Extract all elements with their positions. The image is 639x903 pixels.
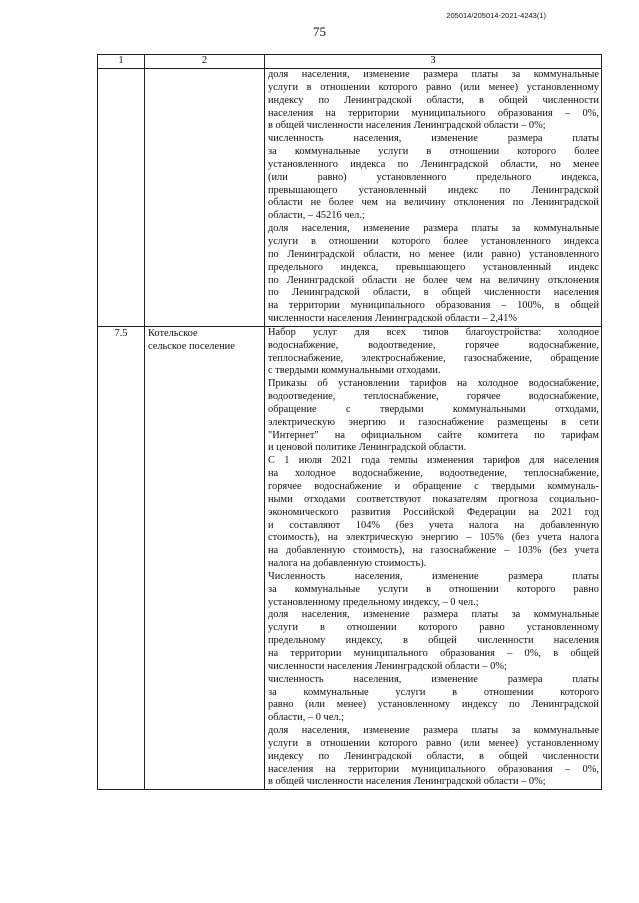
text-line: водоснабжение, водоотведение, горячее водоснабжение, — [268, 339, 599, 351]
text-line: по Ленинградской области не более чем на величину отклонения — [268, 274, 599, 286]
text-line: на территории муниципального образования – 100%, в общей — [268, 300, 599, 312]
text-line: налога на добавленную стоимость). — [268, 558, 427, 570]
text-line: горячее водоснабжение и обращение с твердыми коммуналь- — [268, 481, 599, 492]
text-line: доля населения, изменение размера платы за коммунальные — [268, 69, 599, 80]
row-number — [98, 69, 145, 327]
text-line: в общей численности населения Ленинградской области – 0%; — [268, 776, 546, 788]
text-line: услуги в отношении которого равно установленному — [268, 622, 599, 634]
text-line: индексу по Ленинградской области, в общей численности — [268, 750, 599, 762]
text-line: в общей численности населения Ленинградской области – 0%; — [268, 120, 546, 132]
text-line: стоимость), на электрическую энергию – 105% (без учета налога — [268, 532, 599, 544]
text-line: (или равно) установленного предельного индекса, — [268, 171, 599, 183]
text-line: Набор услуг для всех типов благоустройства: холодное — [268, 326, 599, 338]
text-line: С 1 июля 2021 года темпы изменения тарифов для населения — [268, 455, 599, 467]
text-line: области, – 0 чел.; — [268, 712, 345, 724]
table-row — [98, 326, 602, 789]
text-line: доля населения, изменение размера платы за коммунальные — [268, 609, 599, 621]
text-line: Приказы об установлении тарифов на холодное водоснабжение, — [268, 378, 599, 390]
table-header-row — [98, 55, 602, 69]
text-line: области, – 45216 чел.; — [268, 210, 365, 222]
column-header-3: 3 — [265, 55, 602, 69]
text-line: Котельское — [148, 327, 198, 339]
text-line: с твердыми коммунальными отходами. — [268, 365, 441, 377]
text-line: установленному предельному индексу, – 0 чел.; — [268, 596, 479, 608]
text-line: по Ленинградской области, но менее (или равно) установленного — [268, 248, 599, 260]
column-header-2: 2 — [145, 55, 265, 69]
settlement-name — [145, 326, 265, 789]
text-line: услуги в отношении которого более установленного индекса — [268, 235, 599, 247]
description-cell — [265, 326, 602, 789]
text-line: доля населения, изменение размера платы за коммунальные — [268, 725, 599, 737]
text-line: сельское поселение — [148, 340, 235, 352]
text-line: предельного индекса, превышающего установленный индекс — [268, 261, 599, 273]
column-header-1: 1 — [98, 55, 145, 69]
text-line: обращение с твердыми коммунальными отходами, — [268, 403, 599, 415]
text-line: области не более чем на величину отклонения по Ленинградской — [268, 197, 599, 209]
text-line: на территории муниципального образования – 0%, в общей — [268, 647, 599, 659]
text-line: электрическую энергию и газоснабжение размещены в сети — [268, 416, 599, 428]
text-line: водоотведение, теплоснабжение, горячее водоснабжение, — [268, 391, 599, 403]
text-line: численность населения, изменение размера платы — [268, 673, 599, 685]
document-id: 205014/205014-2021-4243(1) — [446, 11, 546, 20]
text-line: ными отходами соответствуют показателям прогноза социально- — [268, 493, 599, 505]
row-number: 7.5 — [98, 326, 145, 789]
text-line: услуги в отношении которого равно (или менее) установленному — [268, 81, 599, 93]
text-line: превышающего установленный индекс по Ленинградской — [268, 184, 599, 196]
text-line: на добавленную стоимость), на газоснабжение – 103% (без учета — [268, 545, 599, 557]
text-line: населения на территории муниципального образования – 0%, — [268, 107, 599, 119]
table-row — [98, 69, 602, 327]
text-line: и ценовой политике Ленинградской области. — [268, 442, 467, 454]
text-line: населения на территории муниципального образования – 0%, — [268, 763, 599, 775]
text-line: установленного индекса по Ленинградской области, но менее — [268, 158, 599, 170]
text-line: на холодное водоснабжение, водоотведение, теплоснабжение, — [268, 468, 599, 480]
text-line: за коммунальные услуги в отношении которого более — [268, 146, 599, 158]
text-line: экономического развития Российской Федерации на 2021 год — [268, 506, 599, 518]
settlement-name — [145, 69, 265, 327]
text-line: равно (или менее) установленному индексу по Ленинградской — [268, 699, 599, 711]
text-line: за коммунальные услуги в отношении которого равно — [268, 583, 599, 595]
text-line: Численность населения, изменение размера платы — [268, 570, 599, 582]
text-line: теплоснабжение, электроснабжение, газоснабжение, обращение — [268, 352, 599, 364]
data-table — [97, 54, 602, 790]
text-line: численность населения, изменение размера платы — [268, 133, 599, 145]
text-line: численности населения Ленинградской области – 2,41% — [268, 313, 517, 325]
text-line: по Ленинградской области, в общей численности населения — [268, 287, 599, 299]
text-line: за коммунальные услуги в отношении которого — [268, 686, 599, 698]
description-cell — [265, 69, 602, 327]
text-line: и составляют 104% (без учета налога на добавленную — [268, 519, 599, 531]
text-line: услуги в отношении которого равно (или менее) установленному — [268, 737, 599, 749]
text-line: численности населения Ленинградской области – 0%; — [268, 660, 507, 672]
text-line: "Интернет" на официальном сайте комитета по тарифам — [268, 429, 599, 441]
text-line: предельному индексу, в общей численности населения — [268, 635, 599, 647]
text-line: доля населения, изменение размера платы за коммунальные — [268, 223, 599, 235]
page-number: 75 — [313, 24, 326, 39]
text-line: индексу по Ленинградской области, в общей численности — [268, 94, 599, 106]
